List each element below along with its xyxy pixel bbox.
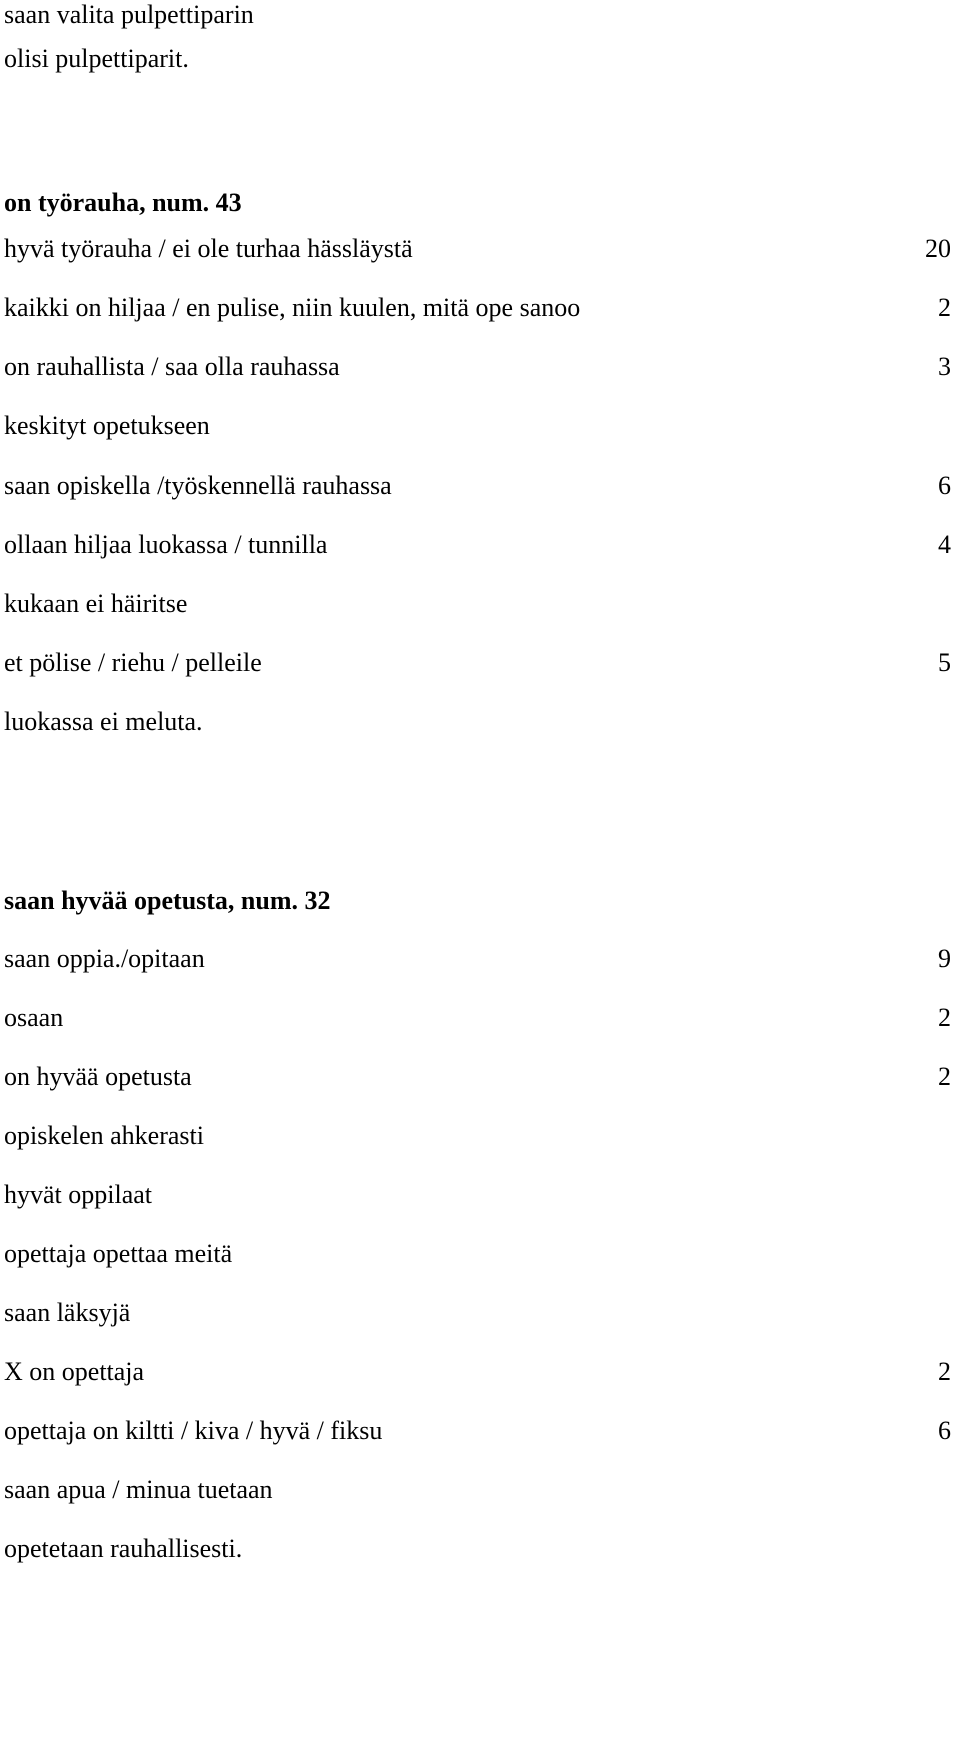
list-item [4,1532,951,1566]
item-count: 2 [938,1062,951,1091]
item-label: on rauhallista / saa olla rauhassa [4,352,340,381]
item-label: et pölise / riehu / pelleile [4,648,262,677]
line-label: saan valita pulpettiparin [4,0,254,29]
item-count: 4 [938,530,951,559]
item-label: on hyvää opetusta [4,1062,192,1091]
list-item [4,1414,951,1448]
list-item [4,1119,951,1153]
item-count: 2 [938,1003,951,1032]
item-label: saan läksyjä [4,1298,131,1327]
item-count: 6 [938,1416,951,1445]
section-heading-tyorauha [4,186,951,220]
item-count: 6 [938,471,951,500]
section-heading-text: saan hyvää opetusta, num. 32 [4,886,331,915]
section-heading-text: on työrauha, num. 43 [4,188,242,217]
line-label: olisi pulpettiparit. [4,44,189,73]
intro-line [4,0,951,32]
list-item [4,1237,951,1271]
item-count: 5 [938,648,951,677]
list-item [4,291,951,325]
list-item [4,1001,951,1035]
item-label: opettaja on kiltti / kiva / hyvä / fiksu [4,1416,383,1445]
list-item [4,705,951,739]
item-label: ollaan hiljaa luokassa / tunnilla [4,530,328,559]
item-label: keskityt opetukseen [4,411,210,440]
list-item [4,587,951,621]
item-count: 20 [925,234,951,263]
item-label: opettaja opettaa meitä [4,1239,233,1268]
item-count: 3 [938,352,951,381]
item-label: kukaan ei häiritse [4,589,188,618]
list-item [4,1178,951,1212]
intro-line [4,42,951,76]
list-item [4,528,951,562]
item-label: osaan [4,1003,64,1032]
item-label: luokassa ei meluta. [4,707,203,736]
list-item [4,942,951,976]
list-item [4,469,951,503]
list-item [4,350,951,384]
section-heading-opetus [4,884,951,918]
list-item [4,1296,951,1330]
item-count: 2 [938,1357,951,1386]
list-item [4,1355,951,1389]
item-label: saan oppia./opitaan [4,944,205,973]
item-label: saan opiskella /työskennellä rauhassa [4,471,392,500]
item-label: saan apua / minua tuetaan [4,1475,273,1504]
list-item [4,232,951,266]
item-count: 9 [938,944,951,973]
list-item [4,646,951,680]
item-label: opetetaan rauhallisesti. [4,1534,243,1563]
item-label: opiskelen ahkerasti [4,1121,204,1150]
item-label: kaikki on hiljaa / en pulise, niin kuulen, mitä ope sanoo [4,293,581,322]
list-item [4,1060,951,1094]
item-label: hyvä työrauha / ei ole turhaa hässläystä [4,234,413,263]
item-count: 2 [938,293,951,322]
item-label: X on opettaja [4,1357,145,1386]
list-item [4,409,951,443]
list-item [4,1473,951,1507]
item-label: hyvät oppilaat [4,1180,153,1209]
